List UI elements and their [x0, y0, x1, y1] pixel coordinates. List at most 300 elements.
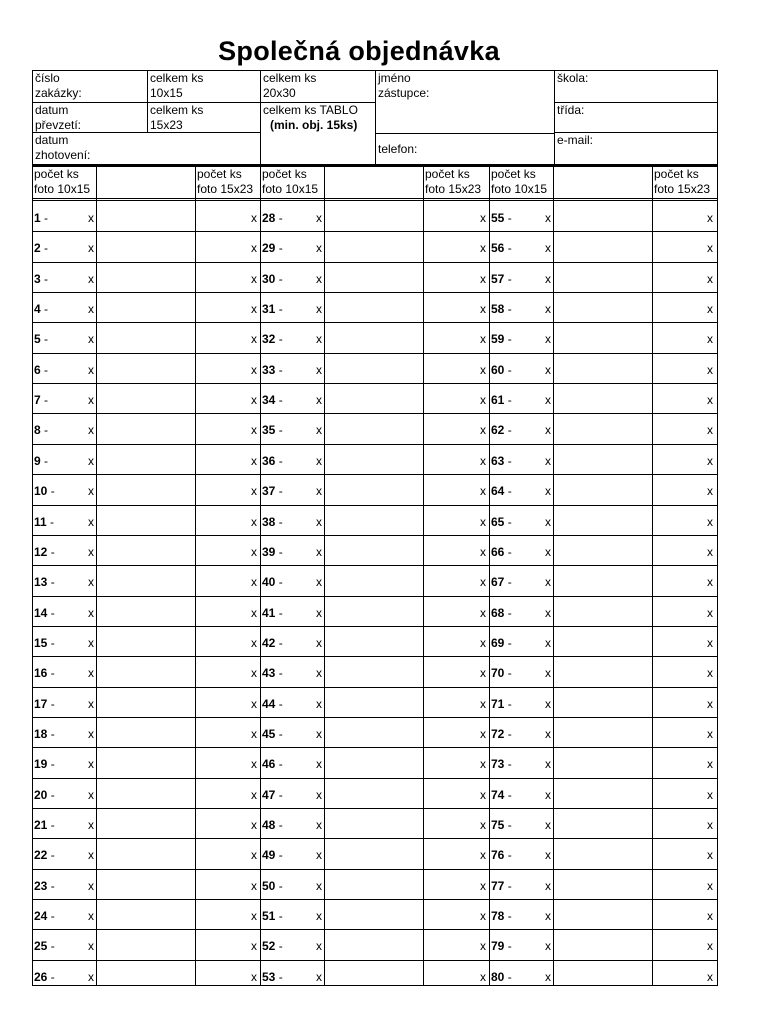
row-number-value: 75 — [491, 818, 505, 832]
qty-15x23-marker[interactable]: x — [251, 544, 257, 559]
qty-10x15-marker[interactable]: x — [316, 969, 322, 984]
row-number — [34, 636, 55, 650]
row-number — [34, 272, 48, 286]
representative-name-field[interactable]: jméno zástupce: — [376, 71, 555, 133]
row-number-value: 33 — [262, 362, 276, 377]
qty-10x15-marker[interactable]: x — [545, 787, 551, 802]
qty-15x23-marker[interactable]: x — [251, 453, 257, 468]
qty-15x23-marker[interactable]: x — [707, 271, 713, 286]
qty-10x15-marker[interactable]: x — [545, 211, 551, 225]
qty-15x23-marker[interactable]: x — [251, 848, 257, 863]
qty-15x23-marker[interactable]: x — [707, 878, 713, 893]
qty-10x15-marker[interactable]: x — [316, 848, 322, 863]
row-dash: - — [507, 362, 512, 377]
qty-10x15-marker[interactable]: x — [316, 757, 322, 772]
row-number — [262, 606, 283, 620]
qty-15x23-marker[interactable]: x — [480, 878, 486, 893]
qty-15x23-marker[interactable]: x — [251, 211, 257, 225]
row-dash: - — [44, 271, 49, 286]
qty-10x15-marker[interactable]: x — [88, 211, 94, 225]
qty-15x23-marker[interactable]: x — [707, 696, 713, 711]
row-dash: - — [44, 211, 49, 225]
qty-15x23-marker[interactable]: x — [480, 575, 486, 590]
row-dash: - — [44, 423, 49, 438]
qty-15x23-marker[interactable]: x — [480, 939, 486, 954]
row-dash: - — [278, 666, 283, 681]
qty-10x15-marker[interactable]: x — [88, 393, 94, 408]
row-number — [34, 393, 48, 407]
row-number-value: 26 — [34, 969, 48, 984]
qty-15x23-marker[interactable]: x — [707, 332, 713, 347]
qty-10x15-marker[interactable]: x — [88, 453, 94, 468]
row-dash: - — [278, 848, 283, 863]
qty-10x15-marker[interactable]: x — [88, 939, 94, 954]
qty-10x15-marker[interactable]: x — [316, 939, 322, 954]
row-number — [262, 302, 283, 316]
row-number — [262, 818, 283, 832]
qty-15x23-marker[interactable]: x — [480, 453, 486, 468]
row-dash: - — [507, 211, 512, 225]
qty-15x23-marker[interactable]: x — [251, 605, 257, 620]
row-number — [491, 241, 512, 255]
row-number-value: 28 — [262, 211, 276, 225]
row-number-value: 13 — [34, 575, 48, 590]
qty-10x15-marker[interactable]: x — [316, 453, 322, 468]
row-divider — [33, 505, 717, 506]
qty-10x15-marker[interactable]: x — [545, 726, 551, 741]
row-divider — [33, 262, 717, 263]
qty-10x15-marker[interactable]: x — [316, 818, 322, 832]
row-number — [34, 939, 55, 953]
qty-15x23-marker[interactable]: x — [707, 757, 713, 772]
qty-15x23-marker[interactable]: x — [480, 818, 486, 832]
qty-15x23-marker[interactable]: x — [707, 666, 713, 681]
qty-10x15-marker[interactable]: x — [316, 726, 322, 741]
row-number — [34, 423, 48, 437]
qty-10x15-marker[interactable]: x — [545, 969, 551, 984]
row-number — [34, 970, 55, 984]
qty-10x15-marker[interactable]: x — [316, 241, 322, 256]
row-number-value: 70 — [491, 666, 505, 681]
column-header-15x23: počet ks foto 15x23 — [654, 167, 711, 196]
qty-15x23-marker[interactable]: x — [251, 969, 257, 984]
qty-15x23-marker[interactable]: x — [707, 302, 713, 317]
qty-10x15-marker[interactable]: x — [88, 362, 94, 377]
row-number-value: 52 — [262, 939, 276, 954]
row-dash: - — [278, 726, 283, 741]
qty-15x23-marker[interactable]: x — [707, 514, 713, 529]
qty-10x15-marker[interactable]: x — [88, 575, 94, 590]
row-dash: - — [44, 332, 49, 347]
qty-10x15-marker[interactable]: x — [545, 818, 551, 832]
qty-15x23-marker[interactable]: x — [707, 575, 713, 590]
qty-10x15-marker[interactable]: x — [316, 696, 322, 711]
qty-10x15-marker[interactable]: x — [545, 848, 551, 863]
row-dash: - — [507, 484, 512, 499]
qty-15x23-marker[interactable]: x — [480, 241, 486, 256]
qty-15x23-marker[interactable]: x — [707, 453, 713, 468]
row-divider — [33, 778, 717, 779]
row-number — [491, 970, 512, 984]
row-number — [262, 272, 283, 286]
row-number — [491, 332, 512, 346]
row-dash: - — [50, 666, 55, 681]
qty-15x23-marker[interactable]: x — [707, 726, 713, 741]
qty-15x23-marker[interactable]: x — [480, 757, 486, 772]
qty-10x15-marker[interactable]: x — [88, 757, 94, 772]
qty-10x15-marker[interactable]: x — [316, 575, 322, 590]
qty-10x15-marker[interactable]: x — [88, 332, 94, 347]
qty-15x23-marker[interactable]: x — [480, 332, 486, 347]
row-number-value: 37 — [262, 484, 276, 499]
row-number-value: 78 — [491, 909, 505, 924]
order-header — [32, 70, 718, 165]
qty-15x23-marker[interactable]: x — [707, 848, 713, 863]
row-dash: - — [50, 726, 55, 741]
qty-10x15-marker[interactable]: x — [88, 969, 94, 984]
row-number — [262, 697, 283, 711]
row-number-value: 23 — [34, 878, 48, 893]
row-number-value: 12 — [34, 544, 48, 559]
row-number — [491, 423, 512, 437]
qty-15x23-marker[interactable]: x — [480, 302, 486, 317]
qty-15x23-marker[interactable]: x — [251, 271, 257, 286]
qty-15x23-marker[interactable]: x — [707, 909, 713, 924]
total-tablo-field[interactable] — [261, 103, 376, 165]
qty-15x23-marker[interactable]: x — [251, 575, 257, 590]
row-dash: - — [507, 909, 512, 924]
qty-10x15-marker[interactable]: x — [316, 362, 322, 377]
completion-date-field[interactable]: datum zhotovení: — [33, 133, 261, 165]
qty-15x23-marker[interactable]: x — [707, 423, 713, 438]
row-dash: - — [507, 878, 512, 893]
qty-15x23-marker[interactable]: x — [707, 484, 713, 499]
row-number-value: 57 — [491, 271, 505, 286]
qty-10x15-marker[interactable]: x — [545, 453, 551, 468]
qty-15x23-marker[interactable]: x — [480, 635, 486, 650]
qty-15x23-marker[interactable]: x — [707, 939, 713, 954]
column-header-15x23: počet ks foto 15x23 — [197, 167, 254, 196]
qty-10x15-marker[interactable]: x — [545, 544, 551, 559]
row-number — [262, 575, 283, 589]
qty-15x23-marker[interactable]: x — [480, 362, 486, 377]
qty-15x23-marker[interactable]: x — [480, 605, 486, 620]
qty-10x15-marker[interactable]: x — [88, 514, 94, 529]
row-dash: - — [507, 818, 512, 832]
qty-15x23-marker[interactable]: x — [480, 696, 486, 711]
qty-15x23-marker[interactable]: x — [251, 939, 257, 954]
qty-15x23-marker[interactable]: x — [707, 362, 713, 377]
row-number-value: 8 — [34, 423, 41, 438]
qty-15x23-marker[interactable]: x — [480, 666, 486, 681]
row-number-value: 19 — [34, 757, 48, 772]
qty-10x15-marker[interactable]: x — [88, 818, 94, 832]
qty-15x23-marker[interactable]: x — [707, 787, 713, 802]
row-number-value: 76 — [491, 848, 505, 863]
qty-10x15-marker[interactable]: x — [88, 909, 94, 924]
order-number-field[interactable]: číslo zakázky: — [33, 71, 148, 103]
qty-10x15-marker[interactable]: x — [545, 514, 551, 529]
qty-15x23-marker[interactable]: x — [480, 787, 486, 802]
email-field[interactable]: e-mail: — [557, 133, 594, 147]
qty-15x23-marker[interactable]: x — [480, 423, 486, 438]
qty-10x15-marker[interactable]: x — [316, 635, 322, 650]
qty-10x15-marker[interactable]: x — [545, 423, 551, 438]
row-number-value: 44 — [262, 696, 276, 711]
row-divider — [33, 808, 717, 809]
qty-15x23-marker[interactable]: x — [707, 605, 713, 620]
qty-10x15-marker[interactable]: x — [545, 241, 551, 256]
qty-10x15-marker[interactable]: x — [316, 271, 322, 286]
row-number — [262, 909, 283, 923]
qty-10x15-marker[interactable]: x — [88, 544, 94, 559]
qty-10x15-marker[interactable]: x — [88, 484, 94, 499]
row-number-value: 71 — [491, 696, 505, 711]
row-number — [34, 909, 55, 923]
qty-15x23-marker[interactable]: x — [480, 484, 486, 499]
phone-field[interactable]: telefon: — [376, 133, 555, 165]
row-number-value: 41 — [262, 605, 276, 620]
qty-10x15-marker[interactable]: x — [316, 514, 322, 529]
qty-15x23-marker[interactable]: x — [707, 393, 713, 408]
qty-10x15-marker[interactable]: x — [545, 635, 551, 650]
row-divider — [33, 383, 717, 384]
qty-15x23-marker[interactable]: x — [480, 514, 486, 529]
qty-10x15-marker[interactable]: x — [316, 787, 322, 802]
qty-15x23-marker[interactable]: x — [251, 696, 257, 711]
row-divider — [33, 444, 717, 445]
row-number — [491, 454, 512, 468]
qty-15x23-marker[interactable]: x — [251, 757, 257, 772]
qty-10x15-marker[interactable]: x — [316, 332, 322, 347]
qty-15x23-marker[interactable]: x — [251, 393, 257, 408]
qty-10x15-marker[interactable]: x — [545, 605, 551, 620]
class-field[interactable]: třída: — [555, 103, 717, 133]
row-number-value: 34 — [262, 393, 276, 408]
row-number — [491, 939, 512, 953]
row-number-value: 4 — [34, 302, 41, 317]
row-number-value: 74 — [491, 787, 505, 802]
tablo-label: celkem ks TABLO — [263, 103, 358, 117]
row-dash: - — [278, 909, 283, 924]
row-dash: - — [278, 544, 283, 559]
row-number — [262, 788, 283, 802]
row-number — [262, 939, 283, 953]
total-20x30-field[interactable]: celkem ks 20x30 — [261, 71, 376, 103]
row-number-value: 42 — [262, 635, 276, 650]
row-number — [262, 727, 283, 741]
row-dash: - — [50, 484, 55, 499]
qty-10x15-marker[interactable]: x — [88, 696, 94, 711]
qty-15x23-marker[interactable]: x — [480, 848, 486, 863]
qty-10x15-marker[interactable]: x — [545, 939, 551, 954]
qty-10x15-marker[interactable]: x — [88, 271, 94, 286]
block-divider — [489, 167, 490, 985]
row-number-value: 47 — [262, 787, 276, 802]
row-dash: - — [50, 818, 55, 832]
row-number-value: 22 — [34, 848, 48, 863]
row-dash: - — [507, 302, 512, 317]
row-dash: - — [507, 575, 512, 590]
qty-10x15-marker[interactable]: x — [88, 241, 94, 256]
row-number — [491, 515, 512, 529]
row-dash: - — [278, 939, 283, 954]
qty-15x23-marker[interactable]: x — [251, 362, 257, 377]
qty-15x23-marker[interactable]: x — [251, 332, 257, 347]
row-divider — [33, 565, 717, 566]
qty-10x15-marker[interactable]: x — [88, 787, 94, 802]
qty-10x15-marker[interactable]: x — [88, 302, 94, 317]
qty-15x23-marker[interactable]: x — [480, 211, 486, 225]
row-number — [491, 363, 512, 377]
qty-10x15-marker[interactable]: x — [545, 696, 551, 711]
column-divider — [423, 167, 424, 985]
qty-10x15-marker[interactable]: x — [88, 726, 94, 741]
qty-15x23-marker[interactable]: x — [707, 544, 713, 559]
total-10x15-field[interactable]: celkem ks 10x15 — [148, 71, 261, 103]
qty-15x23-marker[interactable]: x — [251, 635, 257, 650]
row-number — [34, 818, 55, 832]
row-dash: - — [50, 969, 55, 984]
qty-10x15-marker[interactable]: x — [316, 666, 322, 681]
row-dash: - — [50, 848, 55, 863]
total-15x23-field[interactable]: celkem ks 15x23 — [148, 103, 261, 133]
qty-15x23-marker[interactable]: x — [707, 241, 713, 256]
row-dash: - — [507, 696, 512, 711]
qty-15x23-marker[interactable]: x — [251, 484, 257, 499]
row-number — [491, 545, 512, 559]
qty-15x23-marker[interactable]: x — [251, 878, 257, 893]
row-divider — [33, 687, 717, 688]
qty-15x23-marker[interactable]: x — [251, 241, 257, 256]
row-number — [491, 666, 512, 680]
qty-10x15-marker[interactable]: x — [88, 423, 94, 438]
row-number — [491, 484, 512, 498]
row-number — [262, 879, 283, 893]
qty-10x15-marker[interactable]: x — [88, 635, 94, 650]
qty-10x15-marker[interactable]: x — [316, 302, 322, 317]
qty-10x15-marker[interactable]: x — [88, 878, 94, 893]
row-number — [262, 211, 283, 225]
row-number-value: 18 — [34, 726, 48, 741]
qty-10x15-marker[interactable]: x — [545, 302, 551, 317]
row-number — [262, 636, 283, 650]
qty-10x15-marker[interactable]: x — [316, 423, 322, 438]
row-dash: - — [44, 393, 49, 408]
row-number — [34, 332, 48, 346]
qty-15x23-marker[interactable]: x — [251, 514, 257, 529]
qty-10x15-marker[interactable]: x — [316, 878, 322, 893]
row-number — [34, 454, 48, 468]
row-dash: - — [507, 271, 512, 286]
row-number — [262, 970, 283, 984]
qty-15x23-marker[interactable]: x — [251, 726, 257, 741]
qty-15x23-marker[interactable]: x — [480, 271, 486, 286]
qty-10x15-marker[interactable]: x — [545, 878, 551, 893]
qty-10x15-marker[interactable]: x — [545, 332, 551, 347]
qty-10x15-marker[interactable]: x — [316, 211, 322, 225]
qty-10x15-marker[interactable]: x — [316, 909, 322, 924]
row-number-value: 36 — [262, 453, 276, 468]
row-divider — [33, 838, 717, 839]
row-number-value: 73 — [491, 757, 505, 772]
qty-15x23-marker[interactable]: x — [251, 423, 257, 438]
qty-15x23-marker[interactable]: x — [707, 818, 713, 832]
row-dash: - — [507, 787, 512, 802]
qty-15x23-marker[interactable]: x — [251, 818, 257, 832]
qty-15x23-marker[interactable]: x — [707, 635, 713, 650]
pickup-date-field[interactable]: datum převzetí: — [33, 103, 148, 133]
qty-10x15-marker[interactable]: x — [88, 666, 94, 681]
qty-15x23-marker[interactable]: x — [480, 909, 486, 924]
qty-15x23-marker[interactable]: x — [251, 666, 257, 681]
row-number — [491, 818, 512, 832]
row-dash: - — [507, 393, 512, 408]
qty-10x15-marker[interactable]: x — [545, 484, 551, 499]
row-number-value: 65 — [491, 514, 505, 529]
row-divider — [33, 413, 717, 414]
row-number — [34, 727, 55, 741]
row-number — [34, 545, 55, 559]
row-dash: - — [507, 514, 512, 529]
qty-10x15-marker[interactable]: x — [545, 393, 551, 408]
row-number-value: 43 — [262, 666, 276, 681]
row-dash: - — [507, 666, 512, 681]
qty-10x15-marker[interactable]: x — [88, 848, 94, 863]
qty-10x15-marker[interactable]: x — [545, 757, 551, 772]
row-number — [491, 575, 512, 589]
row-dash: - — [278, 514, 283, 529]
qty-15x23-marker[interactable]: x — [707, 969, 713, 984]
row-dash: - — [50, 635, 55, 650]
qty-15x23-marker[interactable]: x — [251, 787, 257, 802]
row-number — [262, 423, 283, 437]
row-number-value: 60 — [491, 362, 505, 377]
school-field[interactable]: škola: — [555, 71, 717, 103]
qty-15x23-marker[interactable]: x — [480, 969, 486, 984]
qty-10x15-marker[interactable]: x — [545, 909, 551, 924]
column-divider — [96, 167, 97, 985]
qty-15x23-marker[interactable]: x — [251, 302, 257, 317]
qty-10x15-marker[interactable]: x — [545, 271, 551, 286]
row-number-value: 69 — [491, 635, 505, 650]
column-divider — [195, 167, 196, 985]
row-dash: - — [278, 393, 283, 408]
qty-10x15-marker[interactable]: x — [316, 544, 322, 559]
row-dash: - — [278, 605, 283, 620]
qty-15x23-marker[interactable]: x — [251, 909, 257, 924]
qty-10x15-marker[interactable]: x — [545, 666, 551, 681]
row-number — [34, 697, 55, 711]
qty-10x15-marker[interactable]: x — [316, 605, 322, 620]
qty-10x15-marker[interactable]: x — [316, 393, 322, 408]
row-number-value: 66 — [491, 544, 505, 559]
qty-15x23-marker[interactable]: x — [480, 393, 486, 408]
qty-10x15-marker[interactable]: x — [88, 605, 94, 620]
column-divider — [324, 167, 325, 985]
qty-10x15-marker[interactable]: x — [545, 362, 551, 377]
row-number-value: 68 — [491, 605, 505, 620]
qty-15x23-marker[interactable]: x — [480, 544, 486, 559]
qty-15x23-marker[interactable]: x — [480, 726, 486, 741]
row-number — [34, 211, 48, 225]
row-number-value: 79 — [491, 939, 505, 954]
qty-10x15-marker[interactable]: x — [316, 484, 322, 499]
qty-10x15-marker[interactable]: x — [545, 575, 551, 590]
row-number — [34, 484, 55, 498]
row-number — [262, 393, 283, 407]
qty-15x23-marker[interactable]: x — [707, 211, 713, 225]
